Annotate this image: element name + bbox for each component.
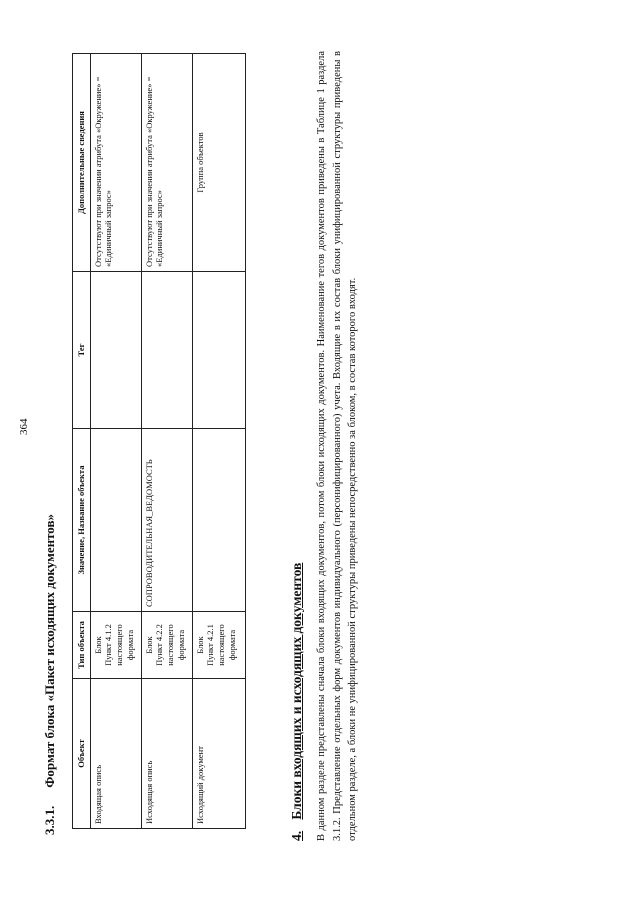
type-cell bbox=[90, 612, 141, 679]
table-row bbox=[141, 54, 192, 829]
tag-cell bbox=[90, 272, 141, 429]
info-cell: Отсутствуют при значении атрибута «Окружение» = «Единичный запрос» bbox=[141, 54, 192, 272]
type-line: формата bbox=[124, 629, 135, 661]
type-line: настоящего bbox=[215, 624, 226, 666]
format-table bbox=[72, 53, 246, 829]
object-cell: Входящая опись bbox=[90, 679, 141, 829]
header-type: Тип объекта bbox=[73, 612, 91, 679]
heading-4-number: 4. bbox=[289, 830, 304, 841]
page-number: 364 bbox=[18, 418, 30, 435]
type-cell bbox=[192, 612, 245, 679]
type-line: Пункт 4.2.1 bbox=[205, 624, 216, 666]
heading-4 bbox=[289, 563, 305, 841]
body-paragraph: В данном разделе представлены сначала блоки входящих документов, потом блоки исходящих документов. Наименование тегов документов приведены в Таблице 1 раздела 3.1.2. Представление отдельных форм документов индивидуального (персонифицированного) учета. Входящие в их состав блоки унифицированной структуры приведены в отдельном разделе, а блоки не унифицированной структуры приведены непосредственно за блоком, в состав которого входят. bbox=[316, 51, 358, 841]
object-cell: Исходящий документ bbox=[192, 679, 245, 829]
type-cell bbox=[141, 612, 192, 679]
header-object: Объект bbox=[73, 679, 91, 829]
table-row bbox=[90, 54, 141, 829]
tag-cell bbox=[192, 272, 245, 429]
type-line: формата bbox=[226, 629, 237, 661]
type-line: Пункт 4.2.2 bbox=[154, 624, 165, 666]
type-line: Блок bbox=[194, 636, 205, 654]
type-line: Блок bbox=[92, 636, 103, 654]
value-cell: СОПРОВОДИТЕЛЬНАЯ_ВЕДОМОСТЬ bbox=[141, 429, 192, 612]
info-cell: Группа объектов bbox=[192, 54, 245, 272]
value-cell bbox=[90, 429, 141, 612]
section-heading bbox=[42, 514, 58, 835]
rotated-page bbox=[12, 23, 628, 893]
info-cell: Отсутствуют при значении атрибута «Окружение» = «Единичный запрос» bbox=[90, 54, 141, 272]
tag-cell bbox=[141, 272, 192, 429]
header-value: Значение, Название объекта bbox=[73, 429, 91, 612]
value-cell bbox=[192, 429, 245, 612]
type-line: настоящего bbox=[164, 624, 175, 666]
type-line: формата bbox=[175, 629, 186, 661]
table-row bbox=[192, 54, 245, 829]
heading-4-title: Блоки входящих и исходящих документов bbox=[289, 562, 304, 820]
header-info: Дополнительные сведения bbox=[73, 54, 91, 272]
type-line: настоящего bbox=[113, 624, 124, 666]
type-line: Пункт 4.1.2 bbox=[103, 624, 114, 666]
type-line: Блок bbox=[143, 636, 154, 654]
object-cell: Исходящая опись bbox=[141, 679, 192, 829]
table-header-row bbox=[73, 54, 91, 829]
section-number: 3.3.1. bbox=[42, 805, 57, 835]
section-title: Формат блока «Пакет исходящих документов» bbox=[42, 514, 57, 788]
header-tag: Тег bbox=[73, 272, 91, 429]
